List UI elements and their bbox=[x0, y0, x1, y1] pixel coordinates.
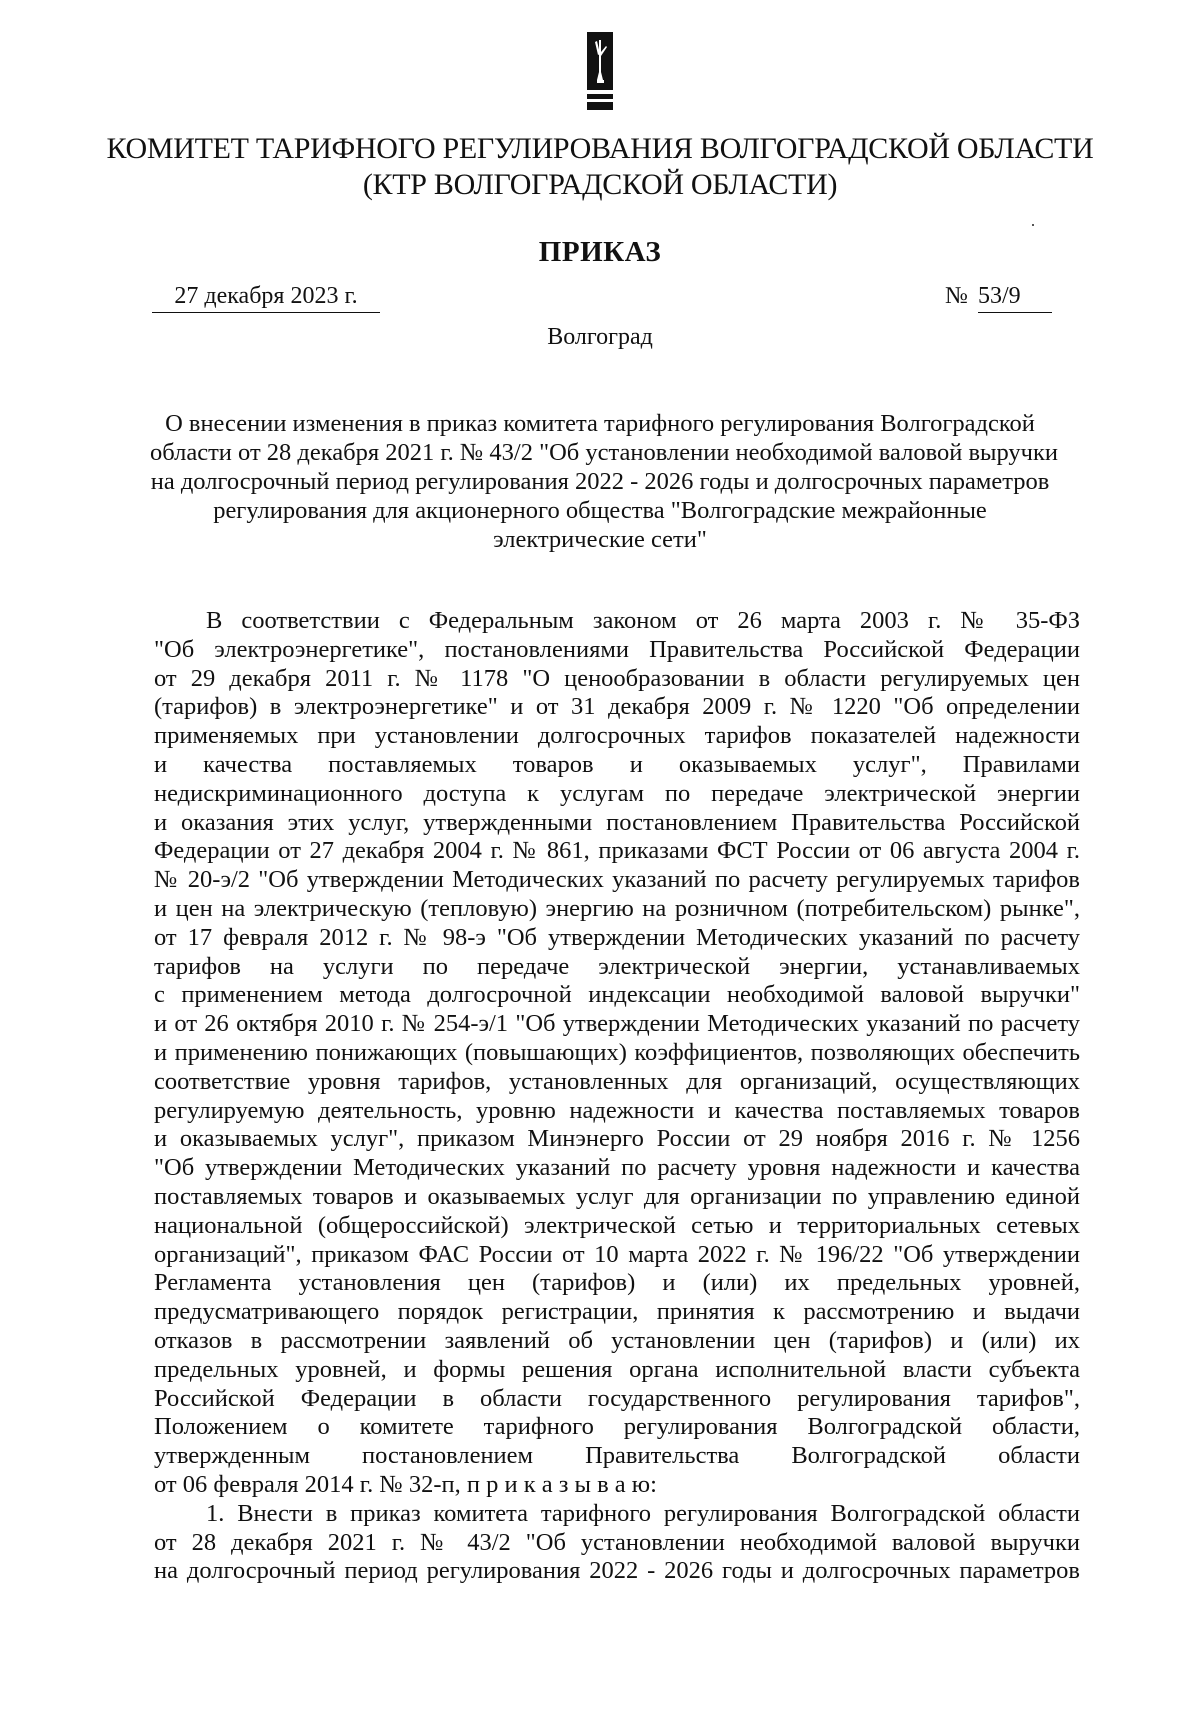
body-line: и оказания этих услуг, утвержденными постановлением Правительства Российской bbox=[154, 808, 1080, 836]
body-line: от 29 декабря 2011 г. № 1178 "О ценообразовании в области регулируемых цен bbox=[154, 664, 1080, 692]
body-line: 1. Внести в приказ комитета тарифного регулирования Волгоградской области bbox=[206, 1499, 1080, 1527]
body-line: тарифов на услуги по передаче электрической энергии, устанавливаемых bbox=[154, 952, 1080, 980]
body-line: на долгосрочный период регулирования 2022 - 2026 годы и долгосрочных параметров bbox=[154, 1557, 1080, 1585]
subject-line: области от 28 декабря 2021 г. № 43/2 "Об установлении необходимой валовой выручки bbox=[150, 439, 1058, 466]
body-line: Российской Федерации в области государственного регулирования тарифов", bbox=[154, 1384, 1080, 1412]
body-line: национальной (общероссийской) электрической сетью и территориальных сетевых bbox=[154, 1211, 1080, 1239]
body-line: поставляемых товаров и оказываемых услуг для организации по управлению единой bbox=[154, 1182, 1080, 1210]
body-line: и от 26 октября 2010 г. № 254-э/1 "Об утверждении Методических указаний по расчету bbox=[154, 1010, 1080, 1038]
body-line: отказов в рассмотрении заявлений об установлении цен (тарифов) и (или) их bbox=[154, 1326, 1080, 1354]
body-line: (тарифов) в электроэнергетике" и от 31 декабря 2009 г. № 1220 "Об определении bbox=[154, 693, 1080, 721]
order-body bbox=[154, 607, 1080, 1586]
subject-line: регулирования для акционерного общества "Волгоградские межрайонные bbox=[213, 497, 987, 524]
body-line: и оказываемых услуг", приказом Минэнерго России от 29 ноября 2016 г. № 1256 bbox=[154, 1125, 1080, 1153]
committee-name: КОМИТЕТ ТАРИФНОГО РЕГУЛИРОВАНИЯ ВОЛГОГРАДСКОЙ ОБЛАСТИ bbox=[106, 132, 1094, 165]
body-line: Положением о комитете тарифного регулирования Волгоградской области, bbox=[154, 1413, 1080, 1441]
body-line: предусматривающего порядок регистрации, принятия к рассмотрению и выдачи bbox=[154, 1298, 1080, 1326]
subject-line: О внесении изменения в приказ комитета тарифного регулирования Волгоградской bbox=[165, 410, 1035, 437]
body-line: предельных уровней, и формы решения органа исполнительной власти субъекта bbox=[154, 1355, 1080, 1383]
body-line: В соответствии с Федеральным законом от 26 марта 2003 г. № 35-ФЗ bbox=[206, 607, 1080, 634]
body-line: Регламента установления цен (тарифов) и (или) их предельных уровней, bbox=[154, 1269, 1080, 1297]
subject-line: электрические сети" bbox=[493, 526, 707, 553]
body-line: от 28 декабря 2021 г. № 43/2 "Об установлении необходимой валовой выручки bbox=[154, 1528, 1080, 1556]
committee-abbreviation: (КТР ВОЛГОГРАДСКОЙ ОБЛАСТИ) bbox=[362, 168, 838, 201]
scan-speck bbox=[1032, 224, 1034, 226]
body-line: "Об электроэнергетике", постановлениями Правительства Российской Федерации bbox=[154, 635, 1080, 663]
document-title: ПРИКАЗ bbox=[538, 236, 662, 268]
body-line: с применением метода долгосрочной индексации необходимой валовой выручки" bbox=[154, 981, 1080, 1009]
body-line: утвержденным постановлением Правительства Волгоградской области bbox=[154, 1442, 1080, 1470]
body-line: и цен на электрическую (тепловую) энергию на розничном (потребительском) рынке", bbox=[154, 894, 1080, 922]
body-line: от 17 февраля 2012 г. № 98-э "Об утверждении Методических указаний по расчету bbox=[154, 923, 1080, 951]
order-subject bbox=[150, 409, 1058, 554]
order-number: 53/9 bbox=[978, 283, 1052, 313]
body-line: применяемых при установлении долгосрочных тарифов показателей надежности bbox=[154, 722, 1080, 750]
body-line: недискриминационного доступа к услугам по передаче электрической энергии bbox=[154, 779, 1080, 807]
body-line: регулируемую деятельность, уровню надежности и качества поставляемых товаров bbox=[154, 1096, 1080, 1124]
body-line: соответствие уровня тарифов, установленных для организаций, осуществляющих bbox=[154, 1067, 1080, 1095]
order-number-sign: № bbox=[945, 283, 968, 309]
volgograd-coat-of-arms-icon bbox=[586, 32, 614, 128]
body-line: и качества поставляемых товаров и оказываемых услуг", Правилами bbox=[154, 750, 1080, 778]
body-line: и применению понижающих (повышающих) коэффициентов, позволяющих обеспечить bbox=[154, 1038, 1080, 1066]
order-city: Волгоград bbox=[547, 324, 653, 350]
order-date: 27 декабря 2023 г. bbox=[152, 283, 380, 313]
subject-line: на долгосрочный период регулирования 2022 - 2026 годы и долгосрочных параметров bbox=[150, 468, 1050, 495]
body-line: организаций", приказом ФАС России от 10 марта 2022 г. № 196/22 "Об утверждении bbox=[154, 1240, 1080, 1268]
body-line: № 20-э/2 "Об утверждении Методических указаний по расчету регулируемых тарифов bbox=[154, 866, 1080, 894]
body-line: Федерации от 27 декабря 2004 г. № 861, приказами ФСТ России от 06 августа 2004 г. bbox=[154, 837, 1080, 865]
body-line: от 06 февраля 2014 г. № 32-п, п р и к а з ы в а ю: bbox=[154, 1470, 657, 1498]
body-line: "Об утверждении Методических указаний по расчету уровня надежности и качества bbox=[154, 1154, 1080, 1182]
